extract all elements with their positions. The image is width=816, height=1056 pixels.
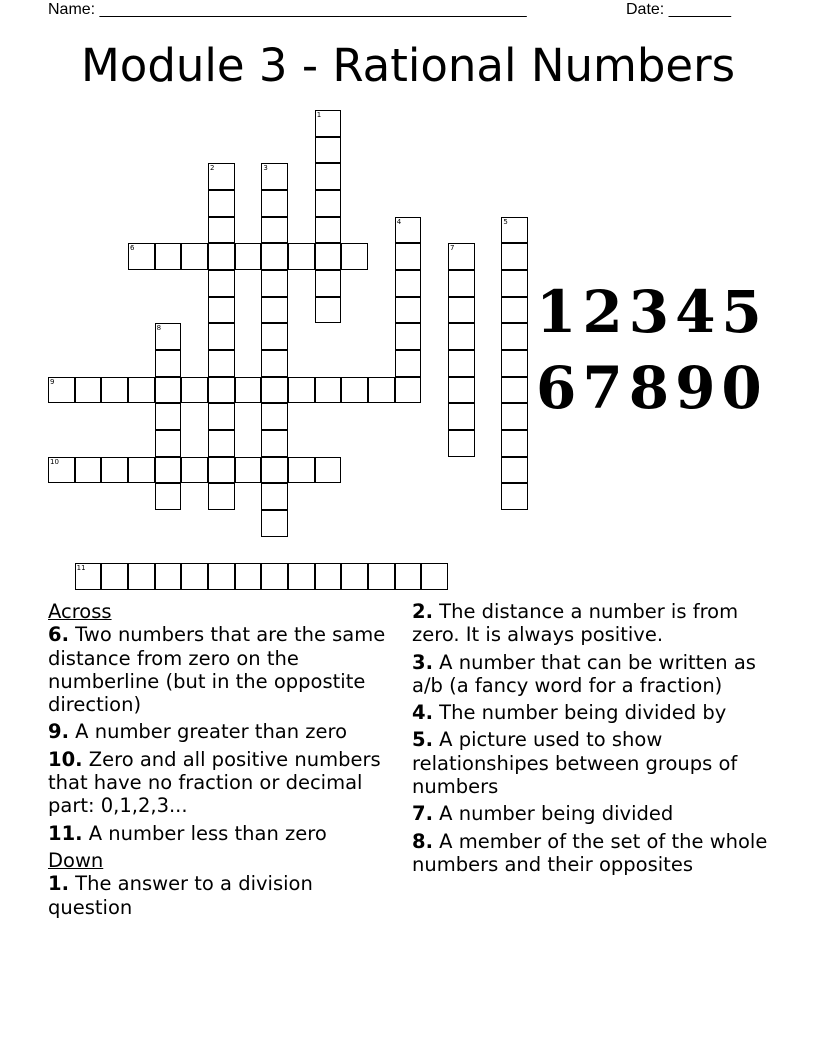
- clue-item: [48, 872, 403, 919]
- crossword-cell[interactable]: [235, 377, 262, 404]
- clue-number: 2: [210, 164, 215, 173]
- crossword-cell[interactable]: [315, 270, 342, 297]
- clue-item: [412, 701, 772, 724]
- worksheet-header: [48, 0, 731, 20]
- crossword-cell[interactable]: [315, 110, 342, 137]
- clue-item-text: Zero and all positive numbers that have no fraction or decimal part: 0,1,2,3...: [48, 747, 381, 818]
- crossword-cell[interactable]: [501, 323, 528, 350]
- crossword-cell[interactable]: [75, 457, 102, 484]
- crossword-cell[interactable]: [448, 323, 475, 350]
- crossword-cell[interactable]: [395, 297, 422, 324]
- clue-number: 10: [50, 457, 59, 466]
- crossword-cell[interactable]: [395, 323, 422, 350]
- crossword-cell[interactable]: [501, 483, 528, 510]
- crossword-cell[interactable]: [288, 457, 315, 484]
- crossword-cell[interactable]: [208, 457, 235, 484]
- crossword-cell[interactable]: [155, 483, 182, 510]
- crossword-cell[interactable]: [235, 457, 262, 484]
- crossword-cell[interactable]: [288, 563, 315, 590]
- crossword-cell[interactable]: [208, 430, 235, 457]
- crossword-cell[interactable]: [208, 377, 235, 404]
- clue-number: 3: [263, 164, 268, 173]
- crossword-cell[interactable]: [448, 350, 475, 377]
- clues-right-column: [412, 600, 772, 880]
- clue-number: 6: [130, 244, 135, 253]
- crossword-cell[interactable]: [341, 377, 368, 404]
- crossword-cell[interactable]: [128, 563, 155, 590]
- clue-number: 4: [396, 217, 402, 226]
- crossword-cell[interactable]: [448, 430, 475, 457]
- crossword-cell[interactable]: [421, 563, 448, 590]
- clue-item-number: 11.: [48, 821, 83, 845]
- crossword-cell[interactable]: [128, 377, 155, 404]
- crossword-cell[interactable]: [448, 297, 475, 324]
- crossword-cell[interactable]: [315, 217, 342, 244]
- crossword-cell[interactable]: [208, 217, 235, 244]
- crossword-cell[interactable]: [315, 137, 342, 164]
- crossword-cell[interactable]: [315, 297, 342, 324]
- crossword-cell[interactable]: [155, 377, 182, 404]
- across-heading: Across: [48, 600, 112, 623]
- crossword-cell[interactable]: [501, 457, 528, 484]
- crossword-cell[interactable]: [208, 323, 235, 350]
- clue-item-number: 1.: [48, 872, 69, 896]
- crossword-cell[interactable]: [155, 243, 182, 270]
- crossword-cell[interactable]: [128, 457, 155, 484]
- crossword-cell[interactable]: [75, 377, 102, 404]
- crossword-cell[interactable]: [395, 563, 422, 590]
- crossword-cell[interactable]: [208, 403, 235, 430]
- clue-item: [412, 802, 772, 825]
- crossword-cell[interactable]: [155, 563, 182, 590]
- crossword-cell[interactable]: [261, 270, 288, 297]
- crossword-cell[interactable]: [501, 403, 528, 430]
- crossword-cell[interactable]: [261, 190, 288, 217]
- clue-item-text: A member of the set of the whole numbers and their opposites: [412, 829, 768, 876]
- crossword-cell[interactable]: [501, 430, 528, 457]
- crossword-cell[interactable]: [48, 457, 75, 484]
- crossword-cell[interactable]: [395, 350, 422, 377]
- clue-item-number: 2.: [412, 600, 433, 623]
- clue-item-text: A number less than zero: [82, 821, 327, 845]
- clue-item-number: 3.: [412, 650, 433, 674]
- crossword-cell[interactable]: [315, 190, 342, 217]
- clue-item-text: A number that can be written as a/b (a fancy word for a fraction): [412, 650, 756, 697]
- crossword-cell[interactable]: [501, 350, 528, 377]
- clue-item-number: 8.: [412, 829, 433, 853]
- crossword-cell[interactable]: [395, 270, 422, 297]
- clue-number: 9: [50, 377, 55, 386]
- crossword-cell[interactable]: [208, 563, 235, 590]
- crossword-cell[interactable]: [181, 563, 208, 590]
- crossword-cell[interactable]: [448, 377, 475, 404]
- clue-item: [412, 830, 772, 877]
- clue-item-number: 10.: [48, 747, 83, 771]
- crossword-cell[interactable]: [315, 377, 342, 404]
- decorative-digits-row-2: 67890: [536, 354, 768, 422]
- clue-number: 5: [503, 217, 508, 226]
- crossword-cell[interactable]: [261, 403, 288, 430]
- crossword-cell[interactable]: [448, 270, 475, 297]
- clue-item: [412, 600, 772, 647]
- crossword-cell[interactable]: [341, 563, 368, 590]
- clue-item-text: The answer to a division question: [48, 872, 313, 919]
- crossword-cell[interactable]: [261, 457, 288, 484]
- crossword-cell[interactable]: [261, 350, 288, 377]
- crossword-cell[interactable]: [181, 243, 208, 270]
- crossword-cell[interactable]: [315, 457, 342, 484]
- crossword-cell[interactable]: [181, 457, 208, 484]
- crossword-cell[interactable]: [261, 217, 288, 244]
- crossword-cell[interactable]: [261, 297, 288, 324]
- clue-item-number: 6.: [48, 623, 69, 647]
- clue-item: [48, 822, 403, 845]
- crossword-cell[interactable]: [261, 323, 288, 350]
- crossword-cell[interactable]: [448, 403, 475, 430]
- crossword-cell[interactable]: [368, 563, 395, 590]
- crossword-cell[interactable]: [315, 243, 342, 270]
- crossword-cell[interactable]: [501, 243, 528, 270]
- crossword-cell[interactable]: [261, 510, 288, 537]
- crossword-cell[interactable]: [155, 403, 182, 430]
- crossword-cell[interactable]: [208, 350, 235, 377]
- crossword-cell[interactable]: [395, 243, 422, 270]
- crossword-cell[interactable]: [395, 377, 422, 404]
- crossword-cell[interactable]: [155, 457, 182, 484]
- clue-item-text: A number greater than zero: [68, 720, 348, 744]
- crossword-cell[interactable]: [261, 243, 288, 270]
- clue-number: 8: [156, 324, 162, 333]
- crossword-cell[interactable]: [48, 377, 75, 404]
- clue-item-number: 4.: [412, 701, 433, 725]
- crossword-cell[interactable]: [395, 217, 422, 244]
- clue-item-text: A picture used to show relationshipes between groups of numbers: [412, 728, 738, 799]
- crossword-cell[interactable]: [208, 190, 235, 217]
- decorative-digits-row-1: 12345: [536, 278, 768, 346]
- clue-item: [412, 728, 772, 798]
- crossword-cell[interactable]: [288, 377, 315, 404]
- across-clues: [48, 623, 403, 845]
- crossword-cell[interactable]: [208, 297, 235, 324]
- clue-item-text: A number being divided: [432, 802, 674, 826]
- down-clues-part-1: [48, 872, 403, 919]
- crossword-cell[interactable]: [368, 377, 395, 404]
- crossword-cell[interactable]: [101, 377, 128, 404]
- crossword-cell[interactable]: [261, 377, 288, 404]
- crossword-cell[interactable]: [501, 217, 528, 244]
- clue-number: 7: [450, 244, 455, 253]
- crossword-cell[interactable]: [261, 163, 288, 190]
- clue-item: [48, 748, 403, 818]
- clue-item-number: 5.: [412, 728, 433, 752]
- clue-item: [412, 651, 772, 698]
- crossword-cell[interactable]: [235, 563, 262, 590]
- date-field-label: Date: _______: [626, 1, 731, 18]
- clue-item-number: 7.: [412, 802, 433, 826]
- crossword-cell[interactable]: [181, 377, 208, 404]
- crossword-cell[interactable]: [208, 270, 235, 297]
- crossword-cell[interactable]: [501, 297, 528, 324]
- clue-item-number: 9.: [48, 720, 69, 744]
- crossword-cell[interactable]: [235, 243, 262, 270]
- page-title: Module 3 - Rational Numbers: [80, 39, 736, 92]
- clue-item: [48, 720, 403, 743]
- crossword-cell[interactable]: [448, 243, 475, 270]
- clue-number: 1: [316, 111, 322, 119]
- crossword-cell[interactable]: [101, 563, 128, 590]
- crossword-cell[interactable]: [501, 377, 528, 404]
- name-field-label: Name: ________________________________________________: [48, 1, 527, 18]
- clue-item-text: The number being divided by: [432, 701, 727, 725]
- crossword-cell[interactable]: [261, 563, 288, 590]
- clue-number: 11: [76, 564, 86, 573]
- down-heading: Down: [48, 848, 104, 872]
- crossword-cell[interactable]: [208, 483, 235, 510]
- crossword-cell[interactable]: [261, 430, 288, 457]
- crossword-cell[interactable]: [155, 323, 182, 350]
- crossword-cell[interactable]: [208, 243, 235, 270]
- crossword-cell[interactable]: [128, 243, 155, 270]
- crossword-cell[interactable]: [315, 563, 342, 590]
- crossword-cell[interactable]: [75, 563, 102, 590]
- crossword-cell[interactable]: [315, 163, 342, 190]
- clue-item: [48, 623, 403, 716]
- clue-item-text: Two numbers that are the same distance from zero on the numberline (but in the oppostite direction): [48, 623, 386, 717]
- crossword-cell[interactable]: [155, 430, 182, 457]
- crossword-cell[interactable]: [208, 163, 235, 190]
- crossword-cell[interactable]: [501, 270, 528, 297]
- crossword-cell[interactable]: [341, 243, 368, 270]
- clues-left-column: [48, 600, 403, 923]
- crossword-cell[interactable]: [101, 457, 128, 484]
- clue-item-text: The distance a number is from zero. It is always positive.: [412, 600, 739, 647]
- down-clues-part-2: [412, 600, 772, 876]
- crossword-cell[interactable]: [261, 483, 288, 510]
- crossword-cell[interactable]: [155, 350, 182, 377]
- crossword-cell[interactable]: [288, 243, 315, 270]
